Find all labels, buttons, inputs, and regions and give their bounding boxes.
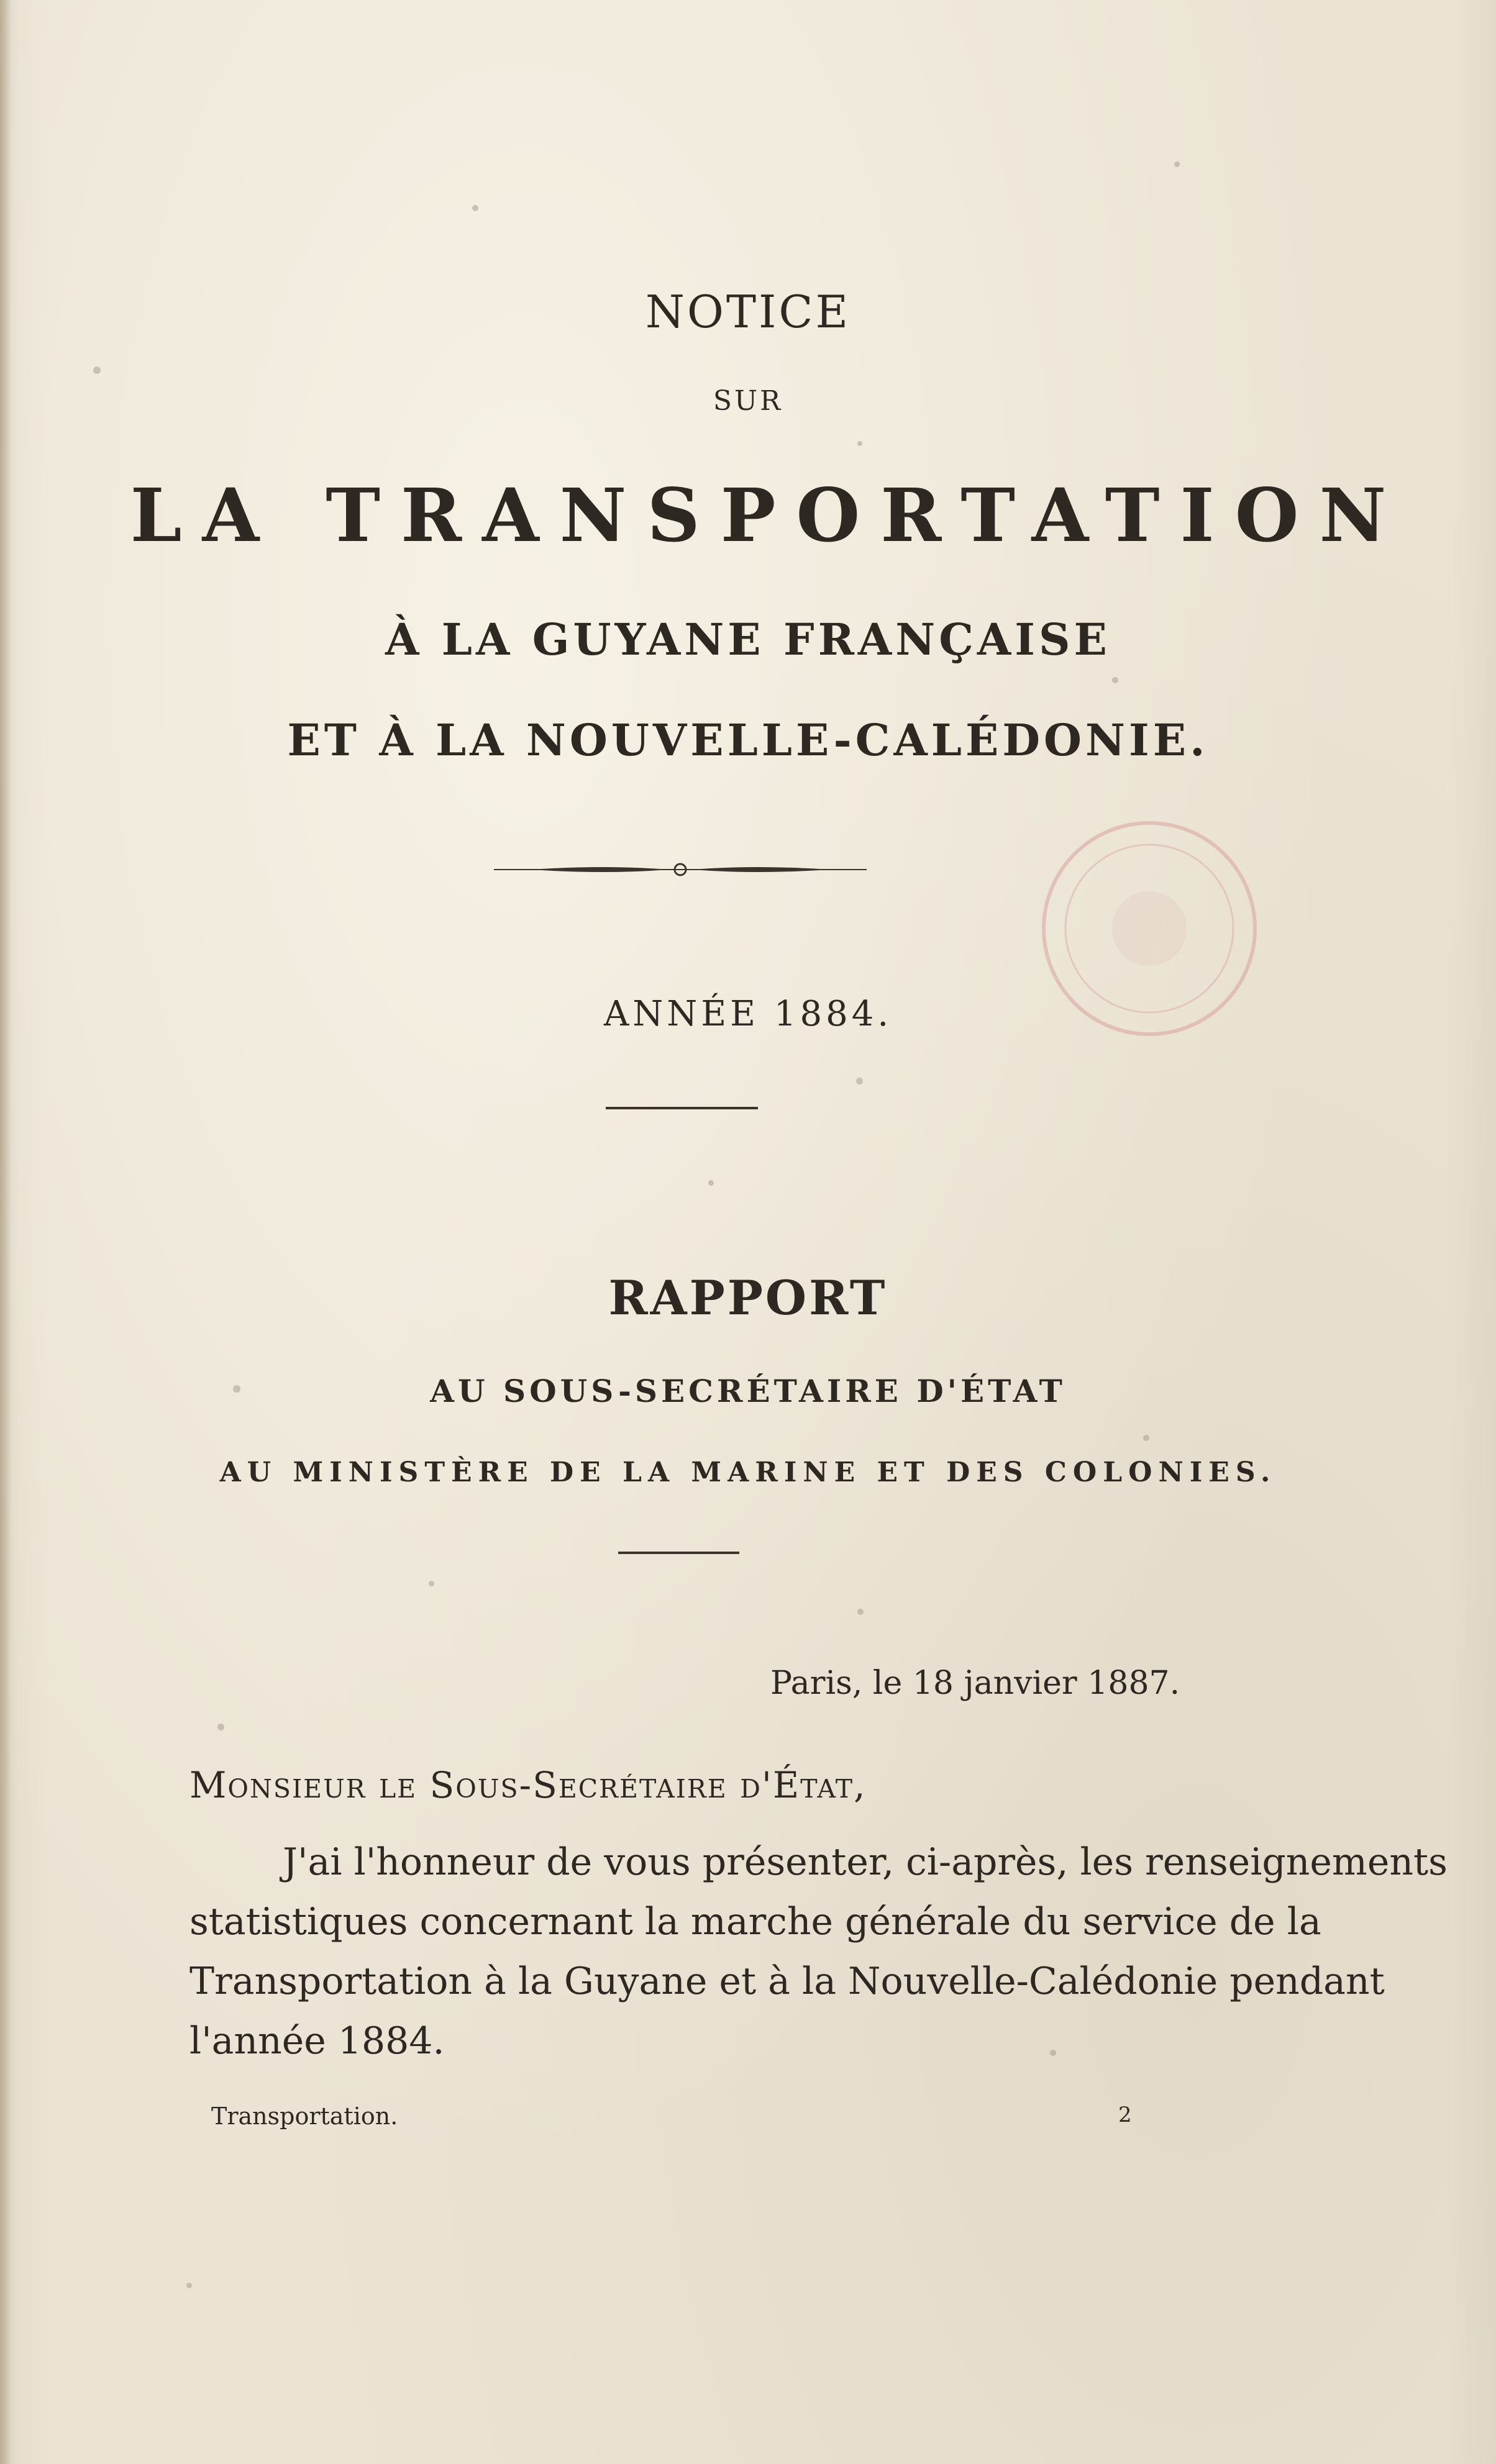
paper-speck xyxy=(1050,2050,1056,2056)
paper-speck xyxy=(472,205,478,211)
title-main: LA TRANSPORTATION xyxy=(130,472,1407,558)
ornamental-rule xyxy=(494,857,867,882)
report-recipient-line-2: AU MINISTÈRE DE LA MARINE ET DES COLONIES. xyxy=(219,1457,1277,1488)
page-spine-shadow xyxy=(0,0,11,2464)
report-recipient-line-1: AU SOUS-SECRÉTAIRE D'ÉTAT xyxy=(430,1373,1066,1409)
title-sur: SUR xyxy=(713,385,783,417)
title-line-nouvelle-caledonie: ET À LA NOUVELLE-CALÉDONIE. xyxy=(287,714,1209,766)
paper-speck xyxy=(186,2283,192,2288)
paper-speck xyxy=(93,366,101,374)
paper-speck xyxy=(856,1078,863,1084)
paper-speck xyxy=(708,1180,714,1186)
title-notice: NOTICE xyxy=(645,286,851,338)
paper-speck xyxy=(1174,161,1180,167)
paper-speck xyxy=(857,441,862,446)
paper-speck xyxy=(429,1581,434,1586)
paper-speck xyxy=(233,1385,240,1393)
paper-speck xyxy=(1143,1435,1149,1441)
divider-rule xyxy=(618,1552,739,1554)
body-text-line: l'année 1884. xyxy=(189,2019,445,2063)
paper-speck xyxy=(1112,677,1118,683)
body-text-line: Transportation à la Guyane et à la Nouvelle-Calédonie pendant xyxy=(189,1960,1385,2003)
footer-signature: Transportation. xyxy=(211,2103,398,2130)
report-title: RAPPORT xyxy=(608,1270,888,1325)
paper-speck xyxy=(217,1724,224,1730)
letter-date: Paris, le 18 janvier 1887. xyxy=(770,1665,1180,1702)
divider-rule xyxy=(606,1107,758,1109)
paper-speck xyxy=(857,1609,864,1615)
year-heading: ANNÉE 1884. xyxy=(603,994,893,1034)
body-text-line: statistiques concernant la marche générale du service de la xyxy=(189,1900,1321,1943)
footer-signature-number: 2 xyxy=(1118,2103,1132,2127)
body-text-line: J'ai l'honneur de vous présenter, ci-après, les renseignements xyxy=(283,1840,1448,1884)
title-line-guyane: À LA GUYANE FRANÇAISE xyxy=(385,614,1111,665)
letter-salutation: Monsieur le Sous-Secrétaire d'État, xyxy=(189,1764,867,1806)
